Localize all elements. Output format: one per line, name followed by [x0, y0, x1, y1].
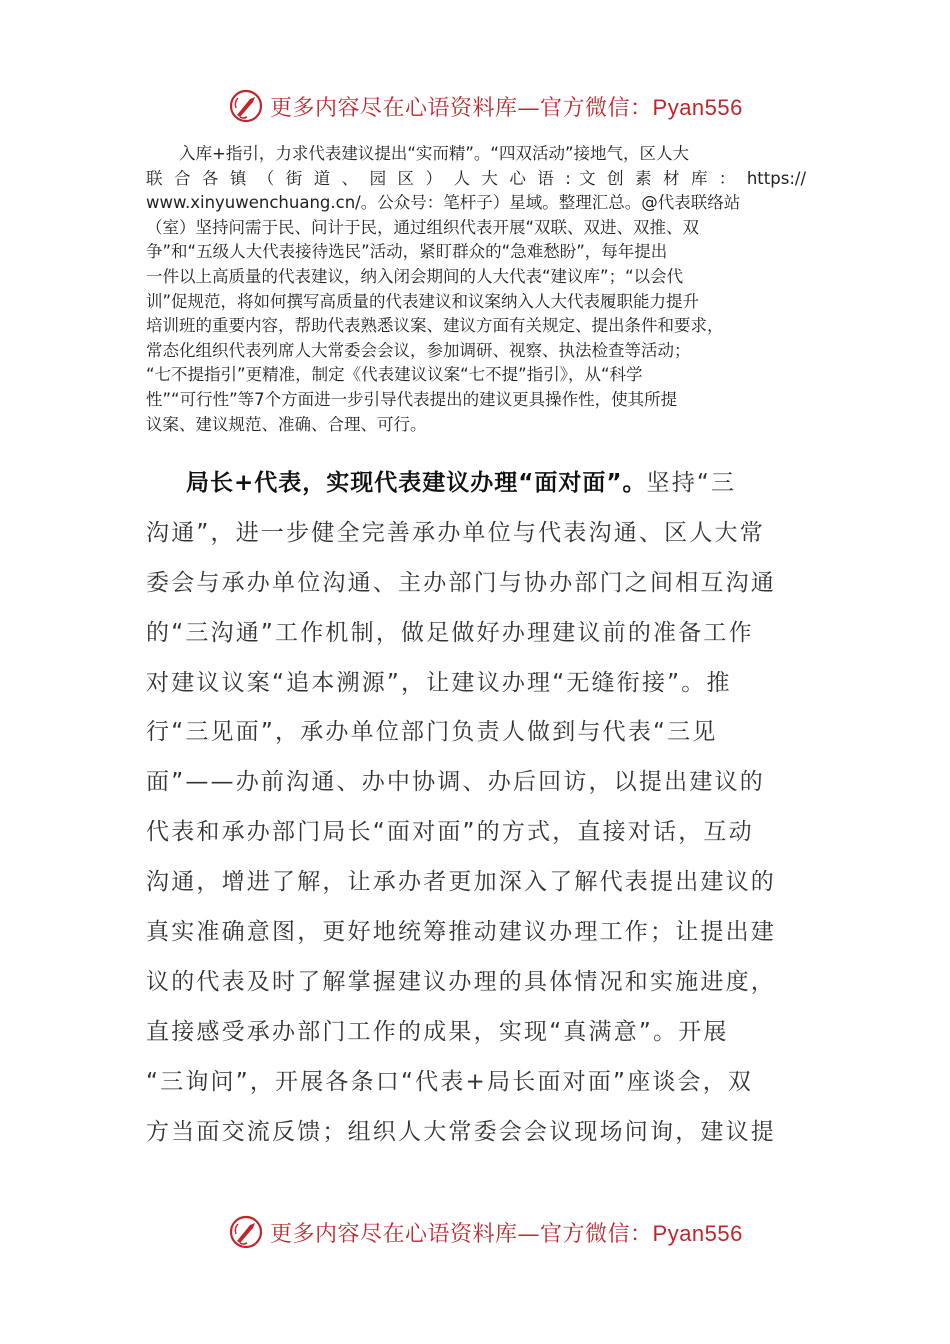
text-line: 方当面交流反馈；组织人大常委会会议现场问询，建议提 [146, 1118, 776, 1145]
text-line: 面”——办前沟通、办中协调、办后回访，以提出建议的 [146, 769, 765, 796]
text-line: 对建议议案“追本溯源”，让建议办理“无缝衔接”。推 [146, 669, 732, 696]
text-line: 沟通”，进一步健全完善承办单位与代表沟通、区人大常 [146, 519, 765, 546]
text-line: 直接感受承办部门工作的成果，实现“真满意”。开展 [146, 1018, 729, 1045]
text-line: 代表和承办部门局长“面对面”的方式，直接对话，互动 [146, 819, 754, 846]
watermark-handle: Pyan556 [652, 94, 743, 120]
text-line: 行“三见面”，承办单位部门负责人做到与代表“三见 [146, 719, 718, 746]
text-line: “七不提指引”更精准，制定《代表建议议案“七不提”指引》，从“科学 [146, 365, 643, 385]
text-line: 真实准确意图，更好地统筹推动建议办理工作；让提出建 [146, 919, 776, 946]
text-line: 沟通，增进了解，让承办者更加深入了解代表提出建议的 [146, 869, 776, 896]
text-line: 议案、建议规范、准确、合理、可行。 [146, 414, 427, 434]
paragraph-large [146, 459, 806, 1157]
pen-nib-logo-icon [228, 1214, 264, 1250]
text-line: 性”“可行性”等7个方面进一步引导代表提出的建议更具操作性，使其所提 [146, 389, 678, 409]
text-line: 一件以上高质量的代表建议，纳入闭会期间的人大代表“建议库”；“以会代 [146, 266, 684, 286]
text-line: （室）坚持问需于民、问计于民，通过组织代表开展“双联、双进、双推、双 [146, 217, 700, 237]
text-line: “三询问”，开展各条口“代表+局长面对面”座谈会，双 [146, 1068, 754, 1095]
watermark-banner-bottom [0, 1210, 950, 1254]
text-line: 的“三沟通”工作机制，做足做好办理建议前的准备工作 [146, 619, 754, 646]
watermark-text: 更多内容尽在心语资料库—官方微信：Pyan556 [270, 1220, 743, 1247]
text-line-first [146, 459, 806, 509]
text-line: 入库+指引，力求代表建议提出“实而精”。“四双活动”接地气，区人大 [179, 144, 690, 163]
text-line: 常态化组织代表列席人大常委会会议，参加调研、视察、执法检查等活动； [146, 340, 691, 360]
text-line: 争”和“五级人大代表接待选民”活动，紧盯群众的“急难愁盼”，每年提出 [146, 242, 668, 262]
text-rest: 坚持“三 [646, 470, 737, 496]
text-line: www.xinyuwenchuang.cn/。公众号：笔杆子）星域。整理汇总。@代表联络站 [146, 193, 741, 213]
bold-heading: 局长+代表，实现代表建议办理“面对面”。 [186, 470, 647, 496]
text-line: 委会与承办单位沟通、主办部门与协办部门之间相互沟通 [146, 569, 776, 596]
text-line: 培训班的重要内容，帮助代表熟悉议案、建议方面有关规定、提出条件和要求， [146, 316, 724, 336]
watermark-handle: Pyan556 [652, 1220, 743, 1246]
watermark-text: 更多内容尽在心语资料库—官方微信：Pyan556 [270, 94, 743, 121]
text-line: 联 合 各 镇 （ 街 道 、 园 区 ） 人 大 心 语 : 文 创 素 材 库 ： https:// [146, 168, 806, 188]
text-line: 议的代表及时了解掌握建议办理的具体情况和实施进度， [146, 968, 776, 995]
text-line: 训”促规范，将如何撰写高质量的代表建议和议案纳入人大代表履职能力提升 [146, 291, 700, 311]
paragraph-small [146, 142, 806, 437]
watermark-banner-top [0, 84, 950, 128]
pen-nib-logo-icon [228, 88, 264, 124]
